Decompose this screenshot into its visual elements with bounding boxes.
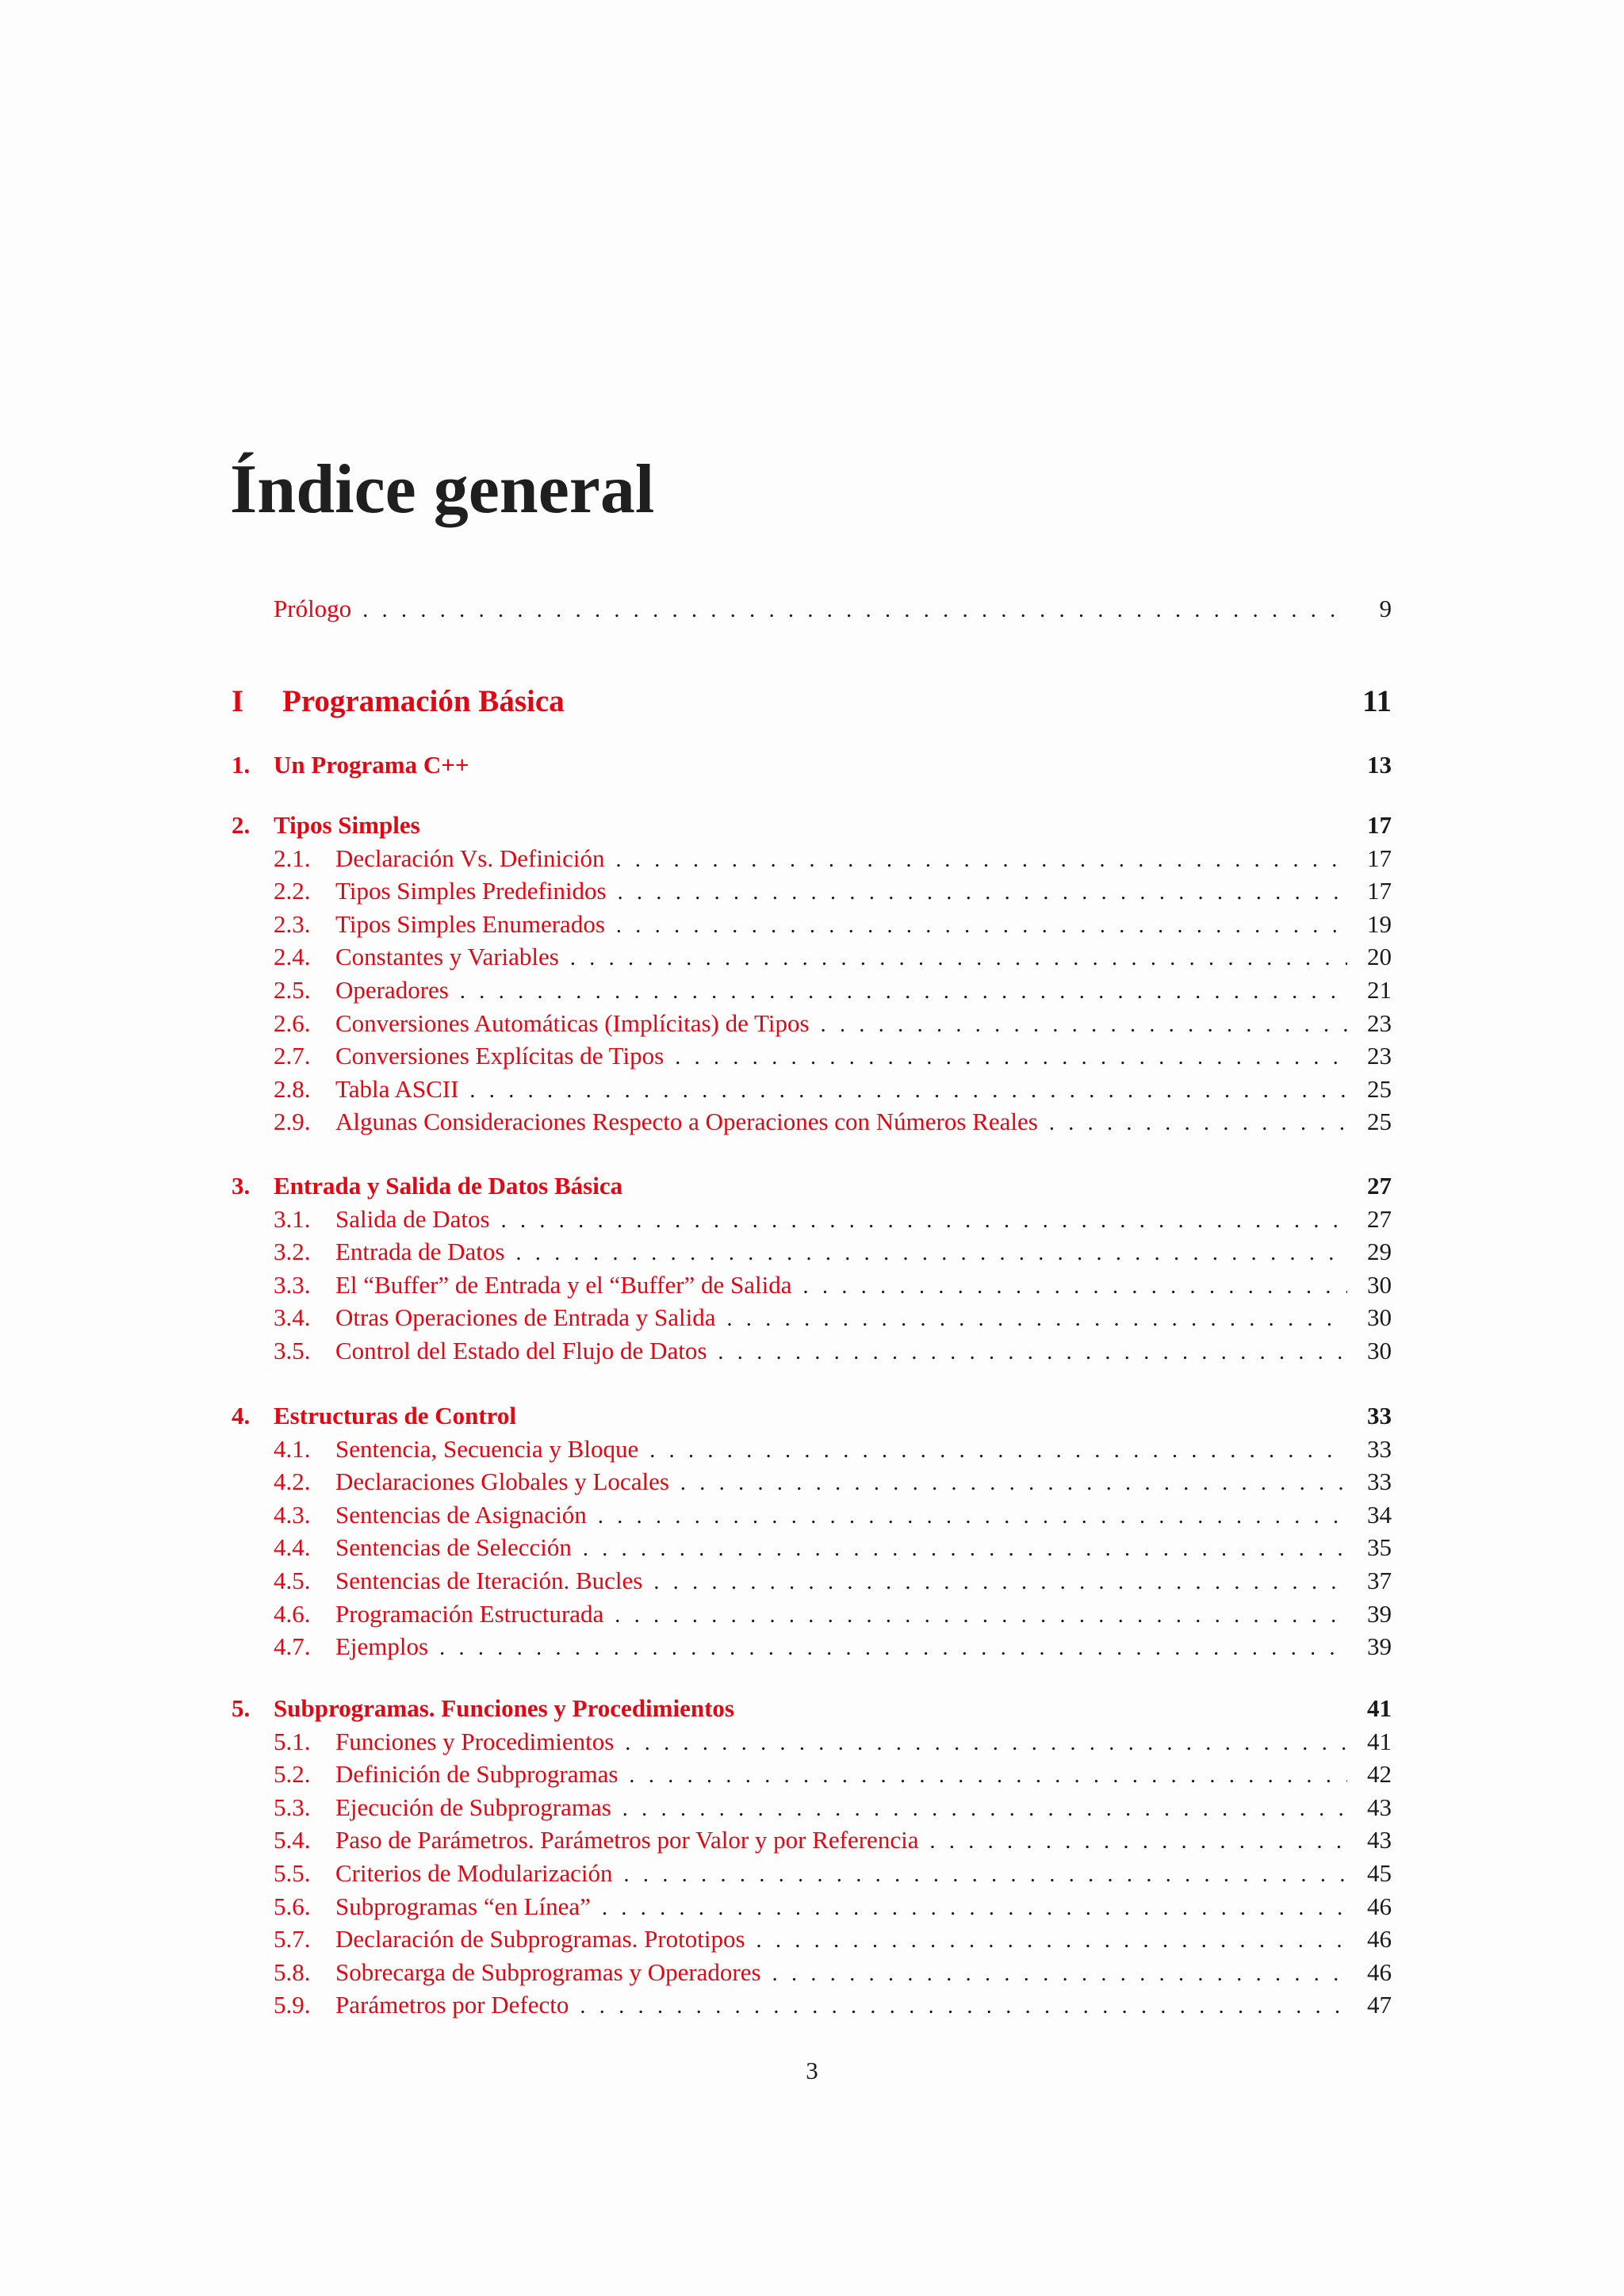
toc-section-label[interactable]: Funciones y Procedimientos [335,1728,615,1755]
toc-section-page: 42 [1367,1760,1392,1788]
toc-section-label[interactable]: El “Buffer” de Entrada y el “Buffer” de Salida [335,1271,792,1299]
toc-leader-dots [580,1990,1347,2023]
toc-section-page: 46 [1367,1892,1392,1920]
toc-section-2-2[interactable] [274,874,1392,908]
toc-section-page: 39 [1367,1600,1392,1628]
toc-chapter-label[interactable]: Tipos Simples [274,811,420,839]
toc-section-number[interactable]: 2.1. [274,844,311,872]
toc-leader-dots [460,975,1347,1008]
toc-section-2-9[interactable] [274,1105,1392,1138]
toc-leader-dots [501,1204,1347,1238]
toc-section-2-7[interactable] [274,1039,1392,1073]
toc-part-number[interactable]: I [232,684,244,718]
toc-section-4-2[interactable] [274,1465,1392,1498]
toc-leader-dots [929,1825,1347,1858]
toc-section-label[interactable]: Parámetros por Defecto [335,1991,569,2019]
toc-chapter-2[interactable] [232,809,1392,842]
toc-section-page: 25 [1367,1075,1392,1103]
toc-part-page: 11 [1362,684,1392,718]
toc-section-label[interactable]: Tipos Simples Enumerados [335,910,605,938]
toc-section-label[interactable]: Operadores [335,976,449,1004]
toc-section-label[interactable]: Otras Operaciones de Entrada y Salida [335,1303,716,1331]
toc-section-page: 21 [1367,976,1392,1004]
toc-section-label[interactable]: Ejecución de Subprogramas [335,1793,611,1821]
toc-entry-page: 9 [1379,595,1392,622]
toc-section-5-6[interactable] [274,1890,1392,1923]
toc-section-label[interactable]: Constantes y Variables [335,943,559,970]
toc-section-number[interactable]: 5.5. [274,1859,311,1887]
toc-leader-dots [625,1727,1347,1760]
toc-section-2-8[interactable] [274,1073,1392,1106]
toc-section-3-2[interactable] [274,1235,1392,1269]
toc-section-3-3[interactable] [274,1269,1392,1302]
toc-section-number[interactable]: 5.2. [274,1760,311,1788]
toc-chapter-3[interactable] [232,1169,1392,1203]
toc-section-2-1[interactable] [274,842,1392,875]
toc-section-number[interactable]: 5.4. [274,1826,311,1854]
toc-leader-dots [622,1793,1347,1826]
toc-section-label[interactable]: Control del Estado del Flujo de Datos [335,1337,707,1364]
toc-section-number[interactable]: 3.3. [274,1271,311,1299]
toc-leader-dots [615,1599,1347,1632]
toc-chapter-4[interactable] [232,1399,1392,1433]
toc-chapter-label[interactable]: Estructuras de Control [274,1402,516,1429]
toc-section-number[interactable]: 4.4. [274,1533,311,1561]
toc-leader-dots [629,1759,1347,1793]
toc-section-label[interactable]: Declaración de Subprogramas. Prototipos [335,1925,745,1953]
toc-section-5-8[interactable] [274,1956,1392,1989]
toc-section-label[interactable]: Subprogramas “en Línea” [335,1892,591,1920]
toc-section-page: 20 [1367,943,1392,970]
toc-section-label[interactable]: Declaración Vs. Definición [335,844,605,872]
toc-section-number[interactable]: 2.9. [274,1108,311,1135]
toc-section-label[interactable]: Conversiones Explícitas de Tipos [335,1042,665,1070]
toc-section-number[interactable]: 2.7. [274,1042,311,1070]
toc-leader-dots [439,1632,1347,1665]
toc-leader-dots [602,1892,1347,1925]
toc-leader-dots [624,1858,1347,1892]
toc-section-5-2[interactable] [274,1758,1392,1791]
toc-leader-dots [1049,1107,1347,1140]
toc-leader-dots [616,909,1347,943]
toc-section-label[interactable]: Sentencia, Secuencia y Bloque [335,1435,639,1463]
toc-section-number[interactable]: 4.5. [274,1567,311,1594]
toc-section-number[interactable]: 2.2. [274,877,311,905]
toc-section-3-4[interactable] [274,1301,1392,1334]
toc-section-number[interactable]: 5.3. [274,1793,311,1821]
toc-leader-dots [362,594,1347,627]
toc-section-number[interactable]: 2.6. [274,1009,311,1037]
toc-section-4-4[interactable] [274,1531,1392,1564]
toc-leader-dots [618,876,1347,909]
toc-section-4-1[interactable] [274,1433,1392,1466]
toc-chapter-1[interactable] [232,748,1392,782]
toc-section-5-5[interactable] [274,1857,1392,1890]
toc-section-label[interactable]: Definición de Subprogramas [335,1760,619,1788]
toc-leader-dots [726,1303,1347,1336]
toc-section-label[interactable]: Sentencias de Selección [335,1533,572,1561]
toc-section-label[interactable]: Conversiones Automáticas (Implícitas) de Tipos [335,1009,810,1037]
toc-section-2-5[interactable] [274,974,1392,1007]
toc-section-page: 27 [1367,1205,1392,1233]
toc-chapter-number[interactable]: 4. [232,1402,251,1429]
toc-section-page: 23 [1367,1042,1392,1070]
toc-section-number[interactable]: 4.7. [274,1632,311,1660]
toc-section-page: 43 [1367,1826,1392,1854]
toc-chapter-label[interactable]: Un Programa C++ [274,751,469,779]
toc-section-number[interactable]: 3.2. [274,1238,311,1265]
toc-section-label[interactable]: Sobrecarga de Subprogramas y Operadores [335,1958,761,1986]
toc-section-number[interactable]: 5.6. [274,1892,311,1920]
toc-section-2-4[interactable] [274,940,1392,974]
toc-leader-dots [653,1566,1347,1599]
toc-section-4-7[interactable] [274,1630,1392,1663]
toc-chapter-page: 33 [1367,1402,1392,1429]
toc-leader-dots [680,1467,1347,1500]
toc-leader-dots [615,844,1347,877]
toc-section-page: 17 [1367,877,1392,905]
toc-section-number[interactable]: 3.4. [274,1303,311,1331]
toc-section-page: 45 [1367,1859,1392,1887]
toc-section-label[interactable]: Declaraciones Globales y Locales [335,1468,669,1495]
toc-section-5-7[interactable] [274,1923,1392,1956]
toc-section-page: 34 [1367,1501,1392,1529]
toc-section-label[interactable]: Paso de Parámetros. Parámetros por Valor y por Referencia [335,1826,919,1854]
toc-section-page: 46 [1367,1958,1392,1986]
toc-section-2-3[interactable] [274,908,1392,941]
toc-section-3-5[interactable] [274,1334,1392,1368]
toc-entry-label[interactable]: Prólogo [274,595,352,622]
toc-section-4-3[interactable] [274,1498,1392,1532]
toc-leader-dots [718,1336,1347,1369]
toc-section-page: 33 [1367,1435,1392,1463]
toc-entry-prologue[interactable] [274,592,1392,626]
toc-leader-dots [821,1008,1347,1042]
toc-section-number[interactable]: 2.8. [274,1075,311,1103]
toc-section-number[interactable]: 5.9. [274,1991,311,2019]
toc-section-page: 39 [1367,1632,1392,1660]
toc-chapter-label[interactable]: Subprogramas. Funciones y Procedimientos [274,1694,734,1722]
toc-section-page: 19 [1367,910,1392,938]
toc-leader-dots [570,942,1347,975]
toc-leader-dots [675,1041,1347,1074]
toc-section-page: 41 [1367,1728,1392,1755]
toc-section-number[interactable]: 5.7. [274,1925,311,1953]
page-number: 3 [806,2057,818,2084]
toc-chapter-label[interactable]: Entrada y Salida de Datos Básica [274,1172,623,1200]
page-title: Índice general [230,450,655,528]
toc-section-number[interactable]: 4.2. [274,1468,311,1495]
toc-section-page: 37 [1367,1567,1392,1594]
toc-chapter-5[interactable] [232,1692,1392,1725]
toc-section-label[interactable]: Programación Estructurada [335,1600,604,1628]
toc-section-number[interactable]: 4.6. [274,1600,311,1628]
toc-section-number[interactable]: 3.5. [274,1337,311,1364]
toc-section-page: 23 [1367,1009,1392,1037]
toc-section-5-1[interactable] [274,1725,1392,1758]
toc-section-page: 29 [1367,1238,1392,1265]
toc-section-page: 30 [1367,1303,1392,1331]
toc-section-label[interactable]: Criterios de Modularización [335,1859,613,1887]
toc-section-number[interactable]: 3.1. [274,1205,311,1233]
toc-section-label[interactable]: Salida de Datos [335,1205,490,1233]
toc-leader-dots [469,1074,1347,1108]
toc-leader-dots [649,1434,1347,1468]
toc-section-4-6[interactable] [274,1598,1392,1631]
toc-leader-dots [515,1237,1347,1270]
toc-chapter-page: 13 [1367,751,1392,779]
toc-section-page: 33 [1367,1468,1392,1495]
toc-section-2-6[interactable] [274,1007,1392,1040]
toc-section-page: 17 [1367,844,1392,872]
toc-section-number[interactable]: 5.1. [274,1728,311,1755]
toc-section-label[interactable]: Sentencias de Asignación [335,1501,587,1529]
toc-chapter-number[interactable]: 5. [232,1694,251,1722]
toc-section-label[interactable]: Ejemplos [335,1632,429,1660]
toc-chapter-page: 41 [1367,1694,1392,1722]
toc-section-5-4[interactable] [274,1823,1392,1857]
toc-section-page: 46 [1367,1925,1392,1953]
toc-section-label[interactable]: Tabla ASCII [335,1075,459,1103]
toc-section-page: 47 [1367,1991,1392,2019]
toc-section-5-9[interactable] [274,1988,1392,2022]
toc-section-page: 25 [1367,1108,1392,1135]
toc-leader-dots [583,1533,1347,1566]
toc-section-page: 30 [1367,1337,1392,1364]
toc-section-number[interactable]: 2.3. [274,910,311,938]
toc-chapter-page: 27 [1367,1172,1392,1200]
toc-section-number[interactable]: 4.1. [274,1435,311,1463]
toc-section-5-3[interactable] [274,1791,1392,1824]
toc-section-label[interactable]: Sentencias de Iteración. Bucles [335,1567,643,1594]
toc-part-heading[interactable] [232,681,1392,722]
toc-section-page: 43 [1367,1793,1392,1821]
toc-section-3-1[interactable] [274,1203,1392,1236]
toc-leader-dots [803,1270,1347,1303]
toc-leader-dots [756,1924,1347,1957]
toc-section-number[interactable]: 5.8. [274,1958,311,1986]
toc-section-label[interactable]: Tipos Simples Predefinidos [335,877,607,905]
toc-part-label[interactable]: Programación Básica [282,684,565,718]
toc-section-label[interactable]: Entrada de Datos [335,1238,505,1265]
toc-leader-dots [772,1957,1347,1991]
toc-chapter-number[interactable]: 3. [232,1172,251,1200]
toc-chapter-number[interactable]: 2. [232,811,251,839]
toc-section-page: 30 [1367,1271,1392,1299]
toc-section-label[interactable]: Algunas Consideraciones Respecto a Operaciones con Números Reales [335,1108,1038,1135]
toc-section-number[interactable]: 2.4. [274,943,311,970]
toc-leader-dots [598,1500,1347,1533]
toc-chapter-page: 17 [1367,811,1392,839]
toc-section-number[interactable]: 2.5. [274,976,311,1004]
toc-section-number[interactable]: 4.3. [274,1501,311,1529]
toc-chapter-number[interactable]: 1. [232,751,251,779]
toc-section-4-5[interactable] [274,1564,1392,1598]
toc-section-page: 35 [1367,1533,1392,1561]
